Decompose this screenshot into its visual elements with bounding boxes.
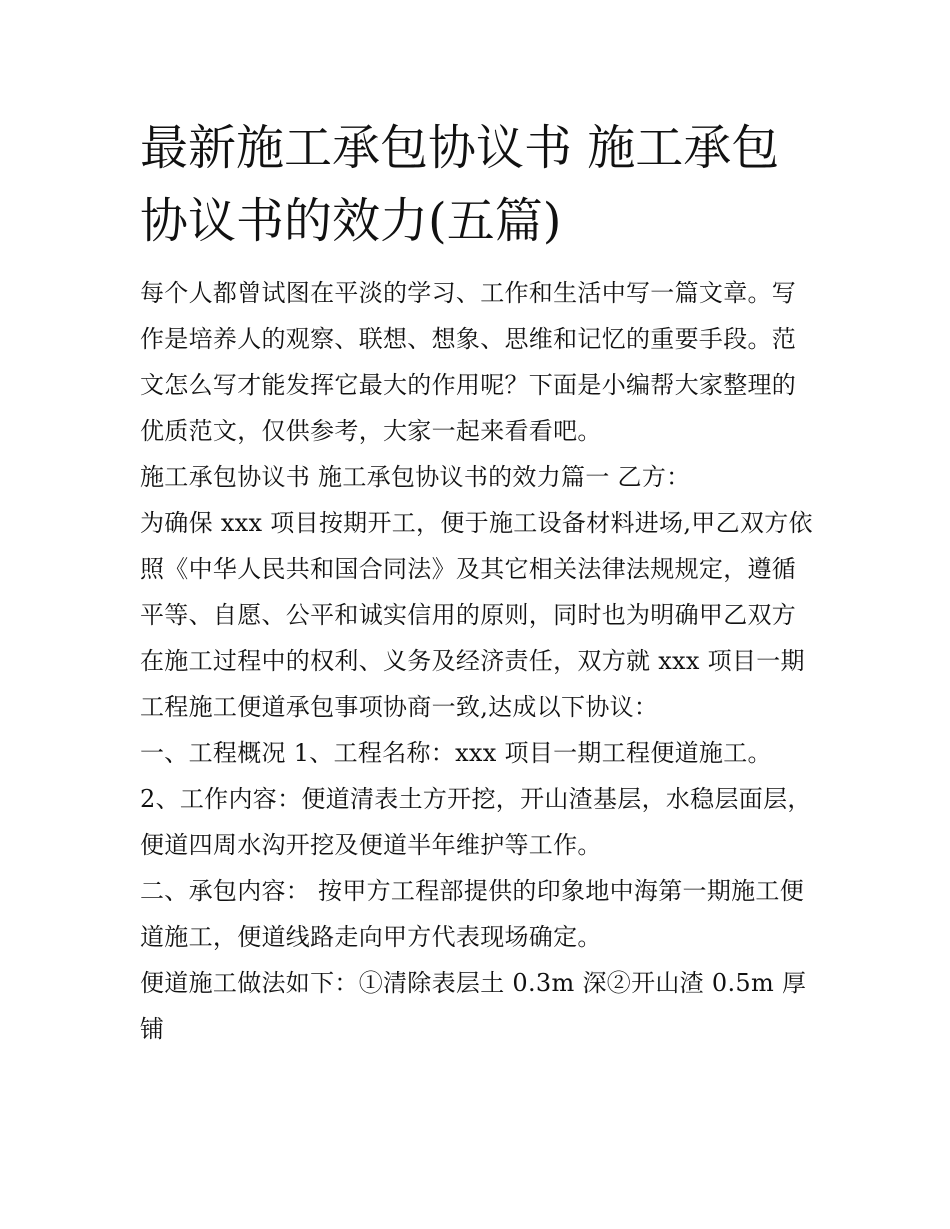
paragraph-contract-scope: 二、承包内容： 按甲方工程部提供的印象地中海第一期施工便道施工，便道线路走向甲方代表现场确定。 xyxy=(140,877,805,951)
paragraph-project-overview: 一、工程概况 1、工程名称：xxx 项目一期工程便道施工。 xyxy=(140,739,772,767)
document-body xyxy=(140,112,815,1052)
document-title: 最新施工承包协议书 施工承包协议书的效力(五篇) xyxy=(140,120,780,249)
paragraph-work-content: 2、工作内容：便道清表土方开挖，开山渣基层，水稳层面层，便道四周水沟开挖及便道半年维护等工作。 xyxy=(140,785,812,859)
paragraph-section-heading: 施工承包协议书 施工承包协议书的效力篇一 乙方： xyxy=(140,463,691,491)
paragraph-list xyxy=(140,270,815,1052)
paragraph-purpose: 为确保 xxx 项目按期开工，便于施工设备材料进场,甲乙双方依照《中华人民共和国合同法》及其它相关法律法规规定，遵循平等、自愿、公平和诚实信用的原则，同时也为明确甲乙双方在施工过程中的权利、义务及经济责任，双方就 xxx 项目一期工程施工便道承包事项协商一致,达成以下协议： xyxy=(140,509,813,721)
paragraph-construction-method: 便道施工做法如下：①清除表层土 0.3m 深②开山渣 0.5m 厚铺 xyxy=(140,969,807,1043)
paragraph-intro: 每个人都曾试图在平淡的学习、工作和生活中写一篇文章。写作是培养人的观察、联想、想象、思维和记忆的重要手段。范文怎么写才能发挥它最大的作用呢？下面是小编帮大家整理的优质范文，仅供参考，大家一起来看看吧。 xyxy=(140,279,797,445)
